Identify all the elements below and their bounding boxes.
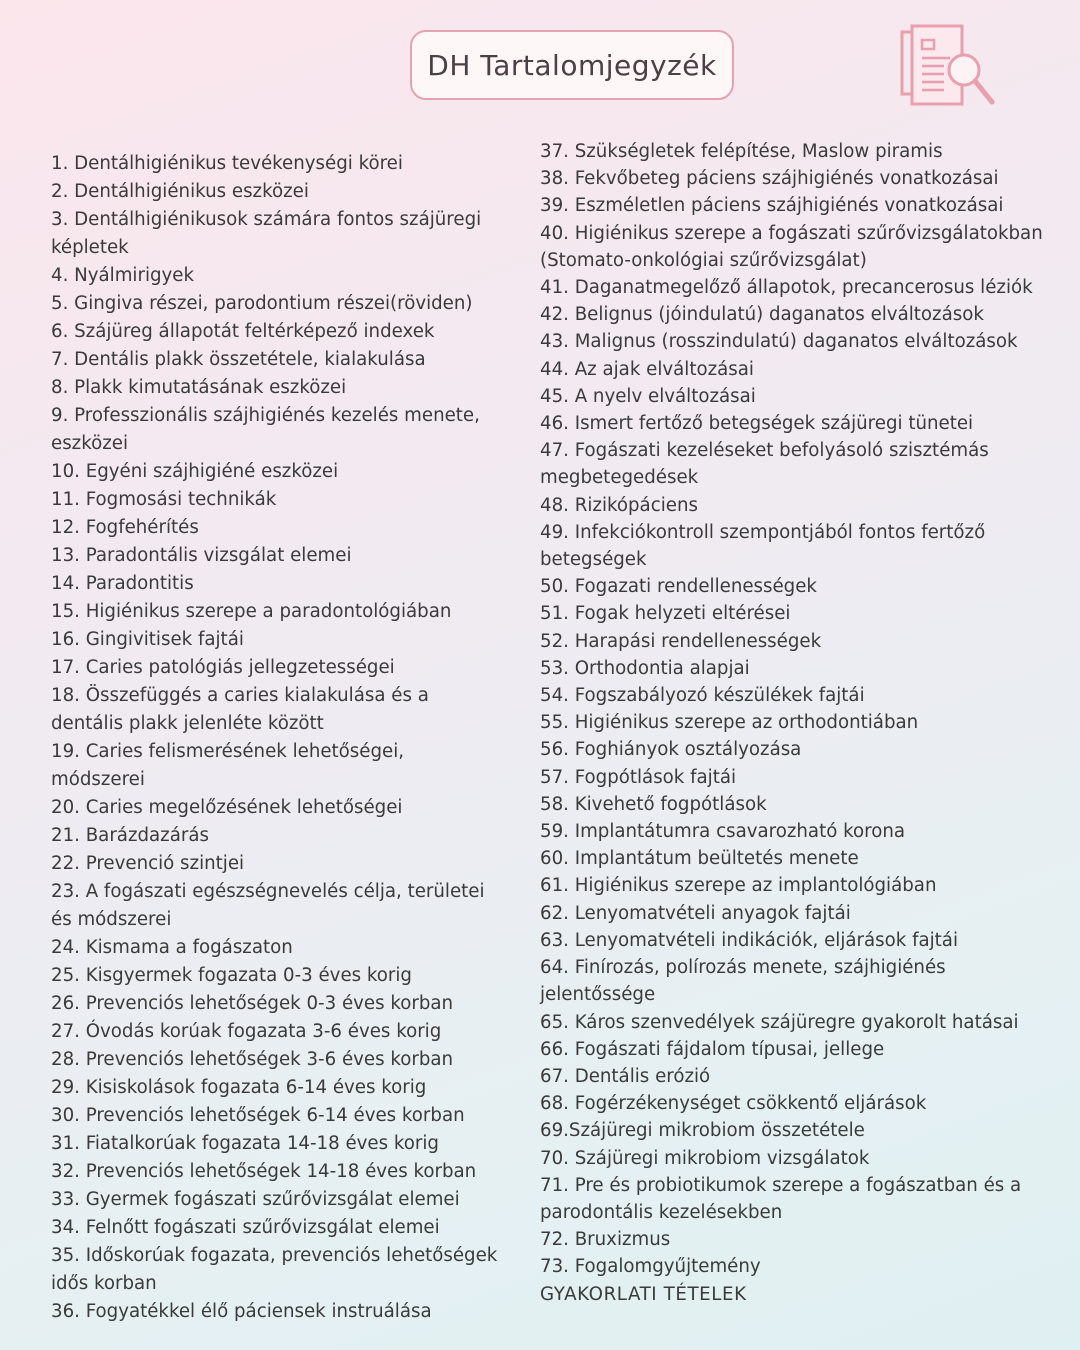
list-item: 56. Foghiányok osztályozása [540,739,802,761]
list-item: 6. Szájüreg állapotát feltérképező indexek [51,321,435,342]
list-item: 49. Infekciókontroll szempontjából fontos fertőző betegségek [540,521,991,571]
list-item: 10. Egyéni szájhigiéné eszközei [51,461,339,482]
list-item: 24. Kismama a fogászaton [51,937,293,958]
list-item: 9. Professzionális szájhigiénés kezelés menete, eszközei [51,405,486,454]
list-item: 33. Gyermek fogászati szűrővizsgálat elemei [51,1189,460,1210]
list-item: 73. Fogalomgyűjtemény [540,1256,761,1278]
list-item: 14. Paradontitis [51,573,194,594]
list-item: 5. Gingiva részei, parodontium részei(röviden) [51,293,473,314]
list-item: 7. Dentális plakk összetétele, kialakulása [51,349,426,370]
list-item: 38. Fekvőbeteg páciens szájhigiénés vonatkozásai [540,168,999,190]
list-item: 63. Lenyomatvételi indikációk, eljárások fajtái [540,929,959,951]
list-item: 69.Szájüregi mikrobiom összetétele [540,1120,865,1142]
page-title: DH Tartalomjegyzék [427,48,717,82]
list-item: 1. Dentálhigiénikus tevékenységi körei [51,153,403,174]
list-item: 29. Kisiskolások fogazata 6-14 éves korig [51,1077,427,1098]
list-item: 46. Ismert fertőző betegségek szájüregi tünetei [540,413,974,435]
list-item: 16. Gingivitisek fajtái [51,629,244,650]
list-item: 40. Higiénikus szerepe a fogászati szűrővizsgálatokban (Stomato-onkológiai szűrővizsgálat) [540,222,1049,271]
right-column [540,138,1050,1308]
list-item: 50. Fogazati rendellenességek [540,576,817,598]
list-item: 37. Szükségletek felépítése, Maslow piramis [540,141,943,162]
list-item: 59. Implantátumra csavarozható korona [540,821,905,843]
list-item: 4. Nyálmirigyek [51,265,195,286]
list-item: 32. Prevenciós lehetőségek 14-18 éves korban [51,1161,477,1182]
section-heading: GYAKORLATI TÉTELEK [540,1283,747,1305]
list-item: 44. Az ajak elváltozásai [540,358,754,380]
list-item: 51. Fogak helyzeti eltérései [540,603,791,625]
list-item: 60. Implantátum beültetés menete [540,848,859,870]
list-item: 3. Dentálhigiénikusok számára fontos szájüregi képletek [51,209,487,258]
list-item: 35. Időskorúak fogazata, prevenciós lehetőségek idős korban [51,1245,504,1294]
list-item: 52. Harapási rendellenességek [540,630,822,652]
list-item: 68. Fogérzékenységet csökkentő eljárások [540,1093,927,1115]
list-item: 28. Prevenciós lehetőségek 3-6 éves korban [51,1049,454,1070]
document-search-icon [898,24,998,110]
list-item: 36. Fogyatékkel élő páciensek instruálása [51,1301,432,1322]
list-item: 19. Caries felismerésének lehetőségei, módszerei [51,741,410,790]
list-item: 45. A nyelv elváltozásai [540,385,756,407]
list-item: 23. A fogászati egészségnevelés célja, területei és módszerei [51,881,491,930]
list-item: 41. Daganatmegelőző állapotok, precancerosus léziók [540,277,1033,299]
list-item: 15. Higiénikus szerepe a paradontológiában [51,601,452,622]
title-box [410,30,734,100]
list-item: 42. Belignus (jóindulatú) daganatos elváltozások [540,304,984,326]
list-item: 62. Lenyomatvételi anyagok fajtái [540,902,851,924]
list-item: 20. Caries megelőzésének lehetőségei [51,797,403,818]
list-item: 58. Kivehető fogpótlások [540,793,767,815]
list-item: 57. Fogpótlások fajtái [540,766,737,788]
list-item: 27. Óvodás korúak fogazata 3-6 éves korig [51,1021,442,1042]
list-item: 17. Caries patológiás jellegzetességei [51,657,395,678]
list-item: 25. Kisgyermek fogazata 0-3 éves korig [51,965,412,986]
list-item: 13. Paradontális vizsgálat elemei [51,545,352,566]
list-item: 47. Fogászati kezeléseket befolyásoló szisztémás megbetegedések [540,440,995,489]
list-item: 30. Prevenciós lehetőségek 6-14 éves korban [51,1105,465,1126]
list-item: 39. Eszméletlen páciens szájhigiénés vonatkozásai [540,195,1004,217]
list-item: 55. Higiénikus szerepe az orthodontiában [540,712,919,734]
list-item: 61. Higiénikus szerepe az implantológiában [540,875,937,897]
list-item: 70. Szájüregi mikrobiom vizsgálatok [540,1147,870,1169]
list-item: 12. Fogfehérítés [51,517,199,538]
list-item: 21. Barázdazárás [51,825,209,846]
list-item: 26. Prevenciós lehetőségek 0-3 éves korban [51,993,454,1014]
left-column [51,150,504,1326]
list-item: 72. Bruxizmus [540,1229,671,1251]
list-item: 67. Dentális erózió [540,1065,711,1087]
list-item: 71. Pre és probiotikumok szerepe a fogászatban és a parodontális kezelésekben [540,1174,1027,1223]
list-item: 22. Prevenció szintjei [51,853,245,874]
list-item: 8. Plakk kimutatásának eszközei [51,377,347,398]
list-item: 31. Fiatalkorúak fogazata 14-18 éves korig [51,1133,439,1154]
list-item: 2. Dentálhigiénikus eszközei [51,181,309,202]
list-item: 34. Felnőtt fogászati szűrővizsgálat elemei [51,1217,440,1238]
list-item: 54. Fogszabályozó készülékek fajtái [540,685,865,707]
list-item: 18. Összefüggés a caries kialakulása és a dentális plakk jelenléte között [51,685,435,734]
list-item: 48. Rizikópáciens [540,494,698,516]
list-item: 65. Káros szenvedélyek szájüregre gyakorolt hatásai [540,1011,1019,1033]
list-item: 66. Fogászati fájdalom típusai, jellege [540,1038,885,1060]
list-item: 64. Finírozás, polírozás menete, szájhigiénés jelentőssége [540,957,952,1006]
list-item: 43. Malignus (rosszindulatú) daganatos elváltozások [540,331,1018,353]
list-item: 53. Orthodontia alapjai [540,657,750,679]
list-item: 11. Fogmosási technikák [51,489,277,510]
